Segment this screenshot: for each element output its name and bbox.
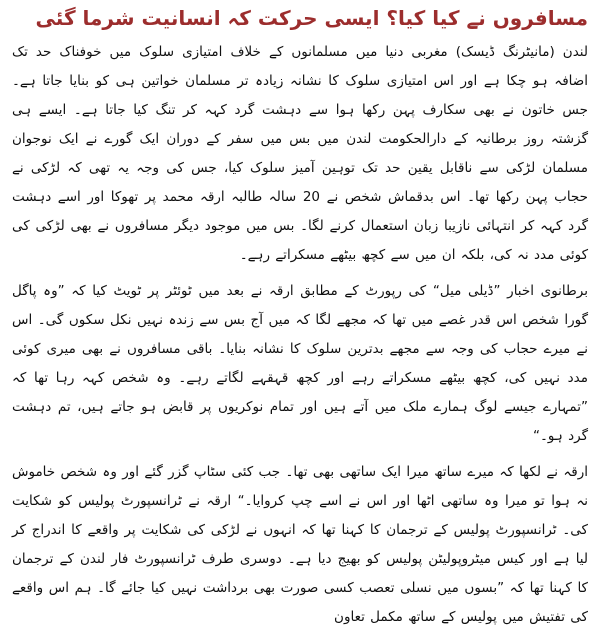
article-paragraph-1: لندن (مانیٹرنگ ڈیسک) مغربی دنیا میں مسلمانوں کے خلاف امتیازی سلوک میں خوفناک حد تک اضافہ ہو چکا ہے اور اس امتیازی سلوک کا نشانہ زیادہ تر مسلمان خواتین ہی کو بنایا جاتا ہے۔ جس خاتون نے بھی سکارف پہن رکھا ہوا سے دہشت گرد کہہ کر تنگ کیا جاتا ہے۔ ایسے ہی گزشتہ روز برطانیہ کے دارالحکومت لندن میں بس میں سفر کے دوران ایک گورے نے ایک نوجوان مسلمان لڑکی سے ناقابل یقین حد تک توہین آمیز سلوک کیا، جس کی وجہ یہ تھی کہ لڑکی نے حجاب پہن رکھا تھا۔ اس بدقماش شخص نے 20 سالہ طالبہ ارقہ محمد پر تھوکا اور اسے دہشت گرد کہہ کر انتہائی نازیبا زبان استعمال کرنے لگا۔ بس میں موجود دیگر مسافروں نے بھی لڑکی کی کوئی مدد نہ کی، بلکہ ان میں سے کچھ بیٹھے مسکراتے رہے۔ [12,44,588,263]
article-headline: مسافروں نے کیا کیا؟ ایسی حرکت کہ انسانیت شرما گئی [35,6,588,30]
article-paragraph-3: ارقہ نے لکھا کہ میرے ساتھ میرا ایک ساتھی بھی تھا۔ جب کئی سٹاپ گزر گئے اور وہ شخص خاموش نہ ہوا تو میرا وہ ساتھی اٹھا اور اس نے اسے چپ کروایا۔“ ارقہ نے ٹرانسپورٹ پولیس کو شکایت کی۔ ٹرانسپورٹ پولیس کے ترجمان کا کہنا تھا کہ انہوں نے لڑکی کی شکایت پر واقعے کا اندراج کر لیا ہے اور کیس میٹروپولیٹن پولیس کو بھیج دیا ہے۔ دوسری طرف ٹرانسپورٹ فار لندن کے ترجمان کا کہنا تھا کہ ”بسوں میں نسلی تعصب کسی صورت بھی برداشت نہیں کیا جائے گا۔ ہم اس واقعے کی تفتیش میں پولیس کے ساتھ مکمل تعاون [12,464,588,625]
article-paragraph-2: برطانوی اخبار ”ڈیلی میل“ کی رپورٹ کے مطابق ارقہ نے بعد میں ٹوئٹر پر ٹویٹ کیا کہ ”وہ پاگل گورا شخص اس قدر غصے میں تھا کہ مجھے لگا کہ میں آج بس سے زندہ نہیں نکل سکوں گی۔ اس نے میرے حجاب کی وجہ سے مجھے بدترین سلوک کا نشانہ بنایا۔ باقی مسافروں نے بھی میری کوئی مدد نہیں کی، کچھ بیٹھے مسکراتے رہے اور کچھ قہقہے لگاتے رہے۔ وہ شخص کہہ رہا تھا کہ ”تمہارے جیسے لوگ ہمارے ملک میں آتے ہیں اور تمام نوکریوں پر قابض ہو جاتے ہیں، تم دہشت گرد ہو۔“ [12,283,588,444]
